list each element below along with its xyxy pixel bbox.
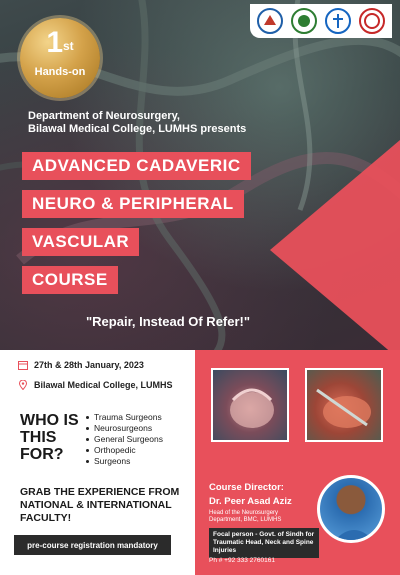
first-hands-on-badge (20, 18, 100, 98)
focal-line-2: Traumatic Head, Neck and Spine (213, 539, 314, 546)
event-date-text: 27th & 28th January, 2023 (34, 360, 144, 370)
title-line-1: ADVANCED CADAVERIC (22, 152, 251, 180)
list-item: Orthopedic (86, 445, 163, 456)
bmc-logo-icon (358, 7, 386, 35)
list-item: General Surgeons (86, 434, 163, 445)
title-line-4: COURSE (22, 266, 118, 294)
details-section (0, 350, 400, 575)
partner-logos (250, 4, 392, 38)
list-item: Neurosurgeons (86, 423, 163, 434)
focal-line-3: Injuries (213, 547, 237, 554)
presenter-line-1: Department of Neurosurgery, (28, 110, 180, 122)
lumhs-logo-icon (256, 7, 284, 35)
badge-label: Hands-on (34, 66, 86, 78)
title-line-2: NEURO & PERIPHERAL (22, 190, 244, 218)
tagline: "Repair, Instead Of Refer!" (86, 314, 251, 329)
title-line-3: VASCULAR (22, 228, 139, 256)
event-date (18, 360, 144, 370)
presenter-line-2: Bilawal Medical College, LUMHS presents (28, 123, 247, 135)
director-role (209, 510, 309, 524)
faculty-line-3: FACULTY! (20, 512, 72, 524)
neurosurgery-logo-icon (324, 7, 352, 35)
event-venue-text: Bilawal Medical College, LUMHS (34, 380, 173, 390)
badge-ordinal: st (63, 39, 74, 53)
director-label: Course Director: (209, 482, 284, 493)
badge-number: 1 (46, 26, 63, 59)
location-pin-icon (18, 380, 28, 390)
list-item: Surgeons (86, 456, 163, 467)
audience-heading-line-1: WHO IS (20, 412, 79, 429)
faculty-line-2: NATIONAL & INTERNATIONAL (20, 499, 172, 511)
list-item: Trauma Surgeons (86, 412, 163, 423)
sindh-govt-logo-icon (290, 7, 318, 35)
director-name: Dr. Peer Asad Aziz (209, 496, 292, 507)
presenter-text (28, 110, 288, 136)
audience-list (86, 412, 163, 467)
event-venue (18, 380, 173, 390)
cadaver-dissection-photo-1 (211, 368, 289, 442)
director-role-line-1: Head of the Neurosurgery (209, 510, 279, 516)
audience-heading-line-2: THIS (20, 429, 57, 446)
faculty-line-1: GRAB THE EXPERIENCE FROM (20, 486, 180, 498)
focal-person-box (209, 528, 319, 558)
cadaver-dissection-photo-2 (305, 368, 383, 442)
audience-heading-line-3: FOR? (20, 446, 64, 463)
accent-triangle (270, 140, 400, 350)
registration-note: pre-course registration mandatory (14, 535, 171, 555)
focal-line-1: Focal person - Govt. of Sindh for (213, 531, 315, 538)
director-role-line-2: Department, BMC, LUMHS (209, 517, 282, 523)
faculty-heading (20, 486, 190, 525)
director-phone: Ph # +92 333 2760161 (209, 557, 275, 564)
director-portrait (317, 475, 385, 543)
audience-heading (20, 412, 90, 463)
calendar-icon (18, 360, 28, 370)
